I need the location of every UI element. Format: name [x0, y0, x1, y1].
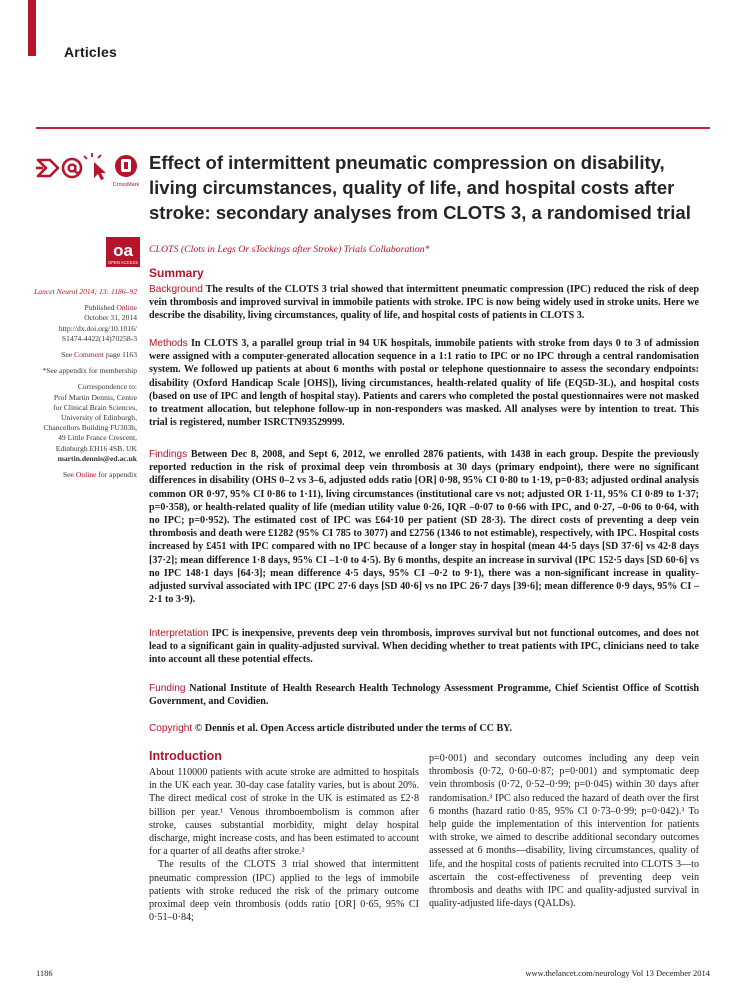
intro-paragraph: About 110000 patients with acute stroke are admitted to hospitals in the UK each year. 30-day case fatality varies, but is about 20%. The direct medical cost of stroke in the UK is estimated as £2·8 billion per year.¹ Venous thromboembolism is common after stroke, causes substantial morbidity, might delay hospital discharge, might increase costs, and has been estimated to account for a quarter of all deaths after stroke.²	[149, 767, 419, 858]
comment-reference	[12, 350, 137, 360]
correspondence-line: Prof Martin Dennis, Centre	[53, 392, 137, 402]
oa-logo-letters: oa	[113, 241, 133, 260]
abstract-findings	[149, 448, 699, 606]
correspondence-line: Correspondence to:	[77, 382, 137, 392]
article-icons	[36, 150, 146, 190]
funding-text: National Institute of Health Research Health Technology Assessment Programme, Chief Scientist Office of Scottish Government, and Covidien.	[149, 683, 699, 708]
findings-label: Findings	[149, 449, 188, 460]
appendix-reference	[12, 470, 137, 480]
appendix-online-link[interactable]: Online	[75, 470, 97, 480]
abstract-copyright	[149, 722, 699, 735]
header-rule	[36, 127, 710, 129]
correspondence-email[interactable]: martin.dennis@ed.ac.uk	[57, 453, 137, 463]
summary-heading: Summary	[149, 266, 204, 280]
comment-arrow-icon[interactable]	[36, 160, 58, 176]
journal-footer: www.thelancet.com/neurology Vol 13 December 2014	[525, 968, 710, 978]
correspondence-line: University of Edinburgh,	[60, 413, 137, 423]
crossmark-label: CrossMark	[112, 182, 140, 188]
funding-label: Funding	[149, 683, 186, 694]
published-date: October 31, 2014	[84, 313, 137, 323]
published-line	[12, 303, 137, 313]
published-prefix: Published	[84, 303, 117, 313]
comment-prefix: See	[61, 350, 74, 360]
intro-paragraph: p=0·001) and secondary outcomes including any deep vein thrombosis (0·72, 0·60–0·87; p=0·001) and symptomatic deep vein thrombosis (0·72, 0·52–0·99; p=0·045) within 30 days after randomisation.³ IPC also reduced the hazard of death over the first 6 months (hazard ratio 0·85, 95% CI 0·73–0·99; p=0·042).³ To help guide the implementation of this intervention for patients with stroke, we aimed to describe additional secondary outcomes assessed at 6 months—disability, living circumstances, quality of life, and the hospital costs of patients recruited into CLOTS 3—to ascertain the cost-effectiveness of preventing deep vein thrombosis and deaths with IPC and quality-adjusted survival in quality-adjusted life-days (QALDs).	[429, 753, 699, 910]
findings-text: Between Dec 8, 2008, and Sept 6, 2012, we enrolled 2876 patients, with 1438 in each group. Despite the previously reported reduction in the risk of proximal deep vein thrombosis at 30 days (primary endpoint), there were no significant differences in disability (OHS 0–2 vs 3–6, adjusted odds ratio [OR] 0·98, 95% CI 0·80 to 1·19, p=0·83; adjusted ordinal analysis common OR 0·97, 95% CI 0·86 to 1·11), living circumstances (institutional care vs not; adjusted OR 1·11, 95% CI 0·89 to 1·37; p=0·358), or health-related quality of life (median utility value 0·26, IQR –0·07 to 0·66 with IPC, and 0·27, –0·06 to 0·64, with no IPC; p=0·952). The estimated cost of IPC was £64·10 per patient (SD 28·3). The direct costs of preventing a deep vein thrombosis and death were £1282 (95% CI 785 to 3077) and £2756 (1346 to not estimable), respectively, with IPC. Hospital costs increased by £451 with IPC compared with no IPC because of a longer stay in hospital (mean 44·5 days [SD 37·6] vs 42·8 days [37·2]; mean difference 1·8 days, 95% CI –1·0 to 4·5). By 6 months, despite an increase in survival (IPC 152·5 days [SD 60·6] vs no IPC 148·1 days [64·3]; mean difference 4·5 days, 95% CI –0·2 to 9·1), there was a non-significant increase in quality-adjusted survival associated with IPC (IPC 27·6 days [SD 40·6] vs no IPC 26·7 days [39·6]; mean difference 0·9 days, 95% CI –2·1 to 3·9).	[149, 449, 699, 606]
article-title: Effect of intermittent pneumatic compression on disability, living circumstances, quality of life, and hospital costs after stroke: secondary analyses from CLOTS 3, a randomised trial	[149, 152, 691, 223]
oa-logo-caption: OPEN ACCESS	[107, 260, 139, 265]
introduction-heading: Introduction	[149, 749, 222, 763]
crossmark-icon[interactable]	[115, 155, 137, 177]
intro-paragraph: The results of the CLOTS 3 trial showed that intermittent pneumatic compression (IPC) applied to the legs of immobile patients with stroke reduced the risk of the primary outcome proximal deep vein thrombosis (odds ratio [OR] 0·65, 95% CI 0·51–0·84;	[149, 859, 419, 924]
copyright-label: Copyright	[149, 723, 193, 734]
section-label: Articles	[64, 44, 117, 60]
copyright-text: © Dennis et al. Open Access article distributed under the terms of CC BY.	[192, 723, 513, 734]
journal-citation: Lancet Neurol 2014; 13: 1186–92	[34, 287, 137, 296]
author-group[interactable]: CLOTS (Clots in Legs Or sTockings after Stroke) Trials Collaboration*	[149, 244, 430, 255]
comment-suffix: page 1163	[103, 350, 137, 360]
appendix-suffix: for appendix	[96, 470, 137, 480]
abstract-background	[149, 283, 699, 323]
membership-note: *See appendix for membership	[42, 366, 137, 376]
page-number: 1186	[36, 968, 53, 978]
methods-label: Methods	[149, 338, 188, 349]
published-online-link[interactable]: Online	[116, 303, 137, 313]
article-sidebar	[12, 287, 137, 480]
section-color-bar	[28, 0, 36, 56]
correspondence-line: Edinburgh EH16 4SB, UK	[55, 443, 137, 453]
comment-link[interactable]: Comment	[74, 350, 104, 360]
background-text: The results of the CLOTS 3 trial showed that intermittent pneumatic compression (IPC) reduced the risk of deep vein thrombosis and improved survival in immobile patients with stroke. IPC is now being widely used in stroke units. Here we describe the disability, living circumstances, quality of life, and hospital costs of patients in CLOTS 3.	[149, 284, 699, 322]
cursor-click-icon[interactable]	[84, 153, 106, 180]
methods-text: In CLOTS 3, a parallel group trial in 94 UK hospitals, immobile patients with stroke from days 0 to 3 of admission were assigned with a computer-generated allocation sequence in a 1:1 ratio to IPC or no IPC through a central randomisation system. We followed up patients at about 6 months with postal or telephone questionnaire to assess the secondary endpoints: disability (Oxford Handicap Scale [OHS]), living circumstances, health-related quality of life (EQ5D-3L), and hospital costs (based on use of IPC and length of hospital stay). Patients and carers who completed the postal questionnaires were not masked to treatment allocation, but telephone follow-up in non-responders was masked. All analyses were by intention to treat. This trial is registered, number ISRCTN93529999.	[149, 338, 699, 429]
open-access-logo-svg	[106, 237, 140, 267]
introduction-right-column	[429, 752, 699, 910]
introduction-left-column	[149, 766, 419, 924]
correspondence-line: Chancellors Building FU303h,	[43, 423, 137, 433]
correspondence-line: 49 Little France Crescent,	[58, 433, 137, 443]
email-icon[interactable]	[63, 159, 81, 177]
article-icons-svg	[36, 150, 146, 190]
interpretation-label: Interpretation	[149, 628, 209, 639]
doi-line-1[interactable]: http://dx.doi.org/10.1016/	[58, 323, 137, 333]
abstract-interpretation	[149, 627, 699, 667]
abstract-funding	[149, 682, 699, 708]
background-label: Background	[149, 284, 203, 295]
doi-line-2[interactable]: S1474-4422(14)70258-3	[61, 333, 137, 343]
abstract-methods	[149, 337, 699, 429]
appendix-prefix: See	[62, 470, 76, 480]
open-access-logo	[106, 237, 140, 267]
correspondence-line: for Clinical Brain Sciences,	[53, 402, 137, 412]
interpretation-text: IPC is inexpensive, prevents deep vein thrombosis, improves survival but not functional outcomes, and does not lead to a significant gain in quality-adjusted survival. When deciding whether to treat patients with IPC, clinicians need to take into account all these potential effects.	[149, 628, 699, 666]
